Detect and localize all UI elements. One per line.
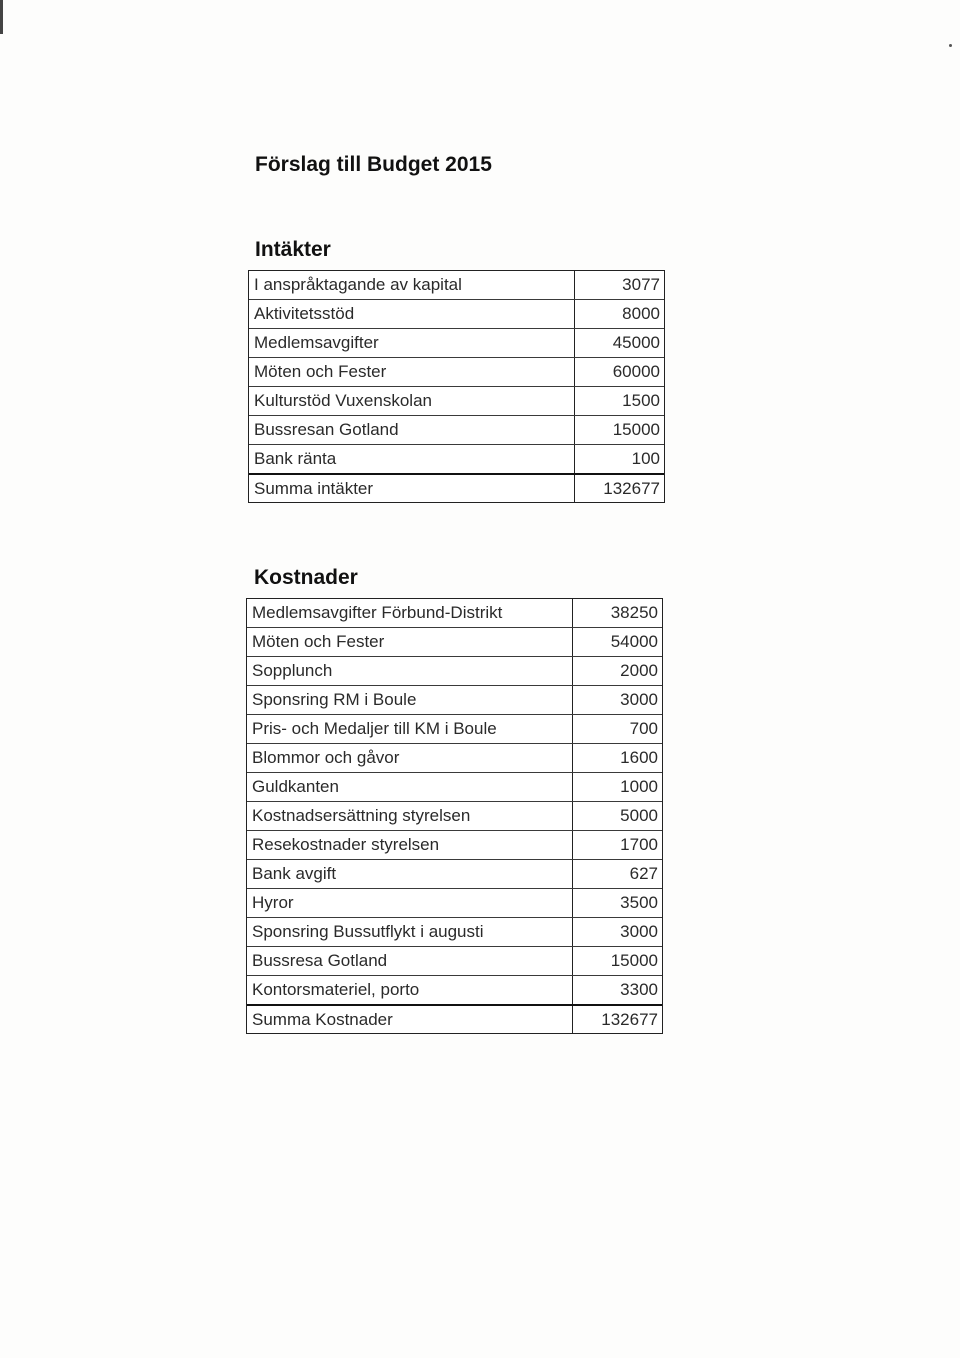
income-total-label: Summa intäkter — [249, 475, 575, 502]
costs-row-amount: 54000 — [610, 632, 658, 651]
costs-table — [246, 598, 663, 1034]
costs-row-amount: 15000 — [610, 951, 658, 970]
costs-row — [247, 599, 662, 627]
costs-row-amount: 3300 — [620, 980, 658, 999]
income-row-amount: 100 — [631, 449, 660, 468]
costs-row-label: Pris- och Medaljer till KM i Boule — [247, 715, 573, 743]
costs-row — [247, 859, 662, 888]
costs-row-label: Resekostnader styrelsen — [247, 831, 573, 859]
income-row-label: Möten och Fester — [249, 358, 575, 386]
income-row — [249, 415, 664, 444]
costs-row-label: Sponsring RM i Boule — [247, 686, 573, 714]
costs-row — [247, 946, 662, 975]
costs-row — [247, 975, 662, 1004]
costs-row-amount: 5000 — [620, 806, 658, 825]
costs-row-amount: 3500 — [620, 893, 658, 912]
costs-row — [247, 917, 662, 946]
income-row-amount: 60000 — [612, 362, 660, 381]
income-row-label: Medlemsavgifter — [249, 329, 575, 357]
income-row-label: Kulturstöd Vuxenskolan — [249, 387, 575, 415]
scan-edge-mark — [0, 0, 3, 34]
costs-row — [247, 743, 662, 772]
costs-row-amount: 3000 — [620, 690, 658, 709]
costs-row — [247, 801, 662, 830]
costs-row-amount: 1000 — [620, 777, 658, 796]
income-row — [249, 271, 664, 299]
scan-dust-mark — [949, 44, 952, 47]
income-total-row — [249, 473, 664, 502]
document-title: Förslag till Budget 2015 — [255, 153, 492, 176]
income-row — [249, 328, 664, 357]
costs-row-label: Kostnadsersättning styrelsen — [247, 802, 573, 830]
income-row-label: I anspråktagande av kapital — [249, 271, 575, 299]
costs-row-label: Medlemsavgifter Förbund-Distrikt — [247, 599, 573, 627]
costs-row — [247, 714, 662, 743]
costs-row-label: Blommor och gåvor — [247, 744, 573, 772]
costs-total-amount: 132677 — [601, 1010, 658, 1029]
income-heading: Intäkter — [255, 238, 331, 261]
income-row — [249, 357, 664, 386]
costs-row-amount: 627 — [629, 864, 658, 883]
costs-row — [247, 772, 662, 801]
costs-row-label: Sopplunch — [247, 657, 573, 685]
costs-row-label: Kontorsmateriel, porto — [247, 976, 573, 1004]
income-row-amount: 15000 — [612, 420, 660, 439]
income-row — [249, 386, 664, 415]
costs-row-label: Möten och Fester — [247, 628, 573, 656]
costs-total-label: Summa Kostnader — [247, 1006, 573, 1033]
income-row-label: Bussresan Gotland — [249, 416, 575, 444]
costs-row-label: Hyror — [247, 889, 573, 917]
costs-row-amount: 1600 — [620, 748, 658, 767]
costs-row — [247, 627, 662, 656]
costs-row-label: Bank avgift — [247, 860, 573, 888]
costs-row-label: Sponsring Bussutflykt i augusti — [247, 918, 573, 946]
costs-heading: Kostnader — [254, 566, 358, 589]
costs-row-amount: 3000 — [620, 922, 658, 941]
income-table — [248, 270, 665, 503]
income-row-label: Aktivitetsstöd — [249, 300, 575, 328]
costs-total-row — [247, 1004, 662, 1033]
costs-row-label: Bussresa Gotland — [247, 947, 573, 975]
costs-row-amount: 1700 — [620, 835, 658, 854]
costs-row-amount: 38250 — [610, 603, 658, 622]
income-row — [249, 444, 664, 473]
costs-row-label: Guldkanten — [247, 773, 573, 801]
costs-row-amount: 700 — [629, 719, 658, 738]
income-row — [249, 299, 664, 328]
income-row-label: Bank ränta — [249, 445, 575, 473]
income-row-amount: 8000 — [622, 304, 660, 323]
costs-row — [247, 656, 662, 685]
costs-row-amount: 2000 — [620, 661, 658, 680]
income-row-amount: 3077 — [622, 275, 660, 294]
costs-row — [247, 888, 662, 917]
income-row-amount: 1500 — [622, 391, 660, 410]
income-row-amount: 45000 — [612, 333, 660, 352]
income-total-amount: 132677 — [603, 479, 660, 498]
costs-row — [247, 685, 662, 714]
costs-row — [247, 830, 662, 859]
